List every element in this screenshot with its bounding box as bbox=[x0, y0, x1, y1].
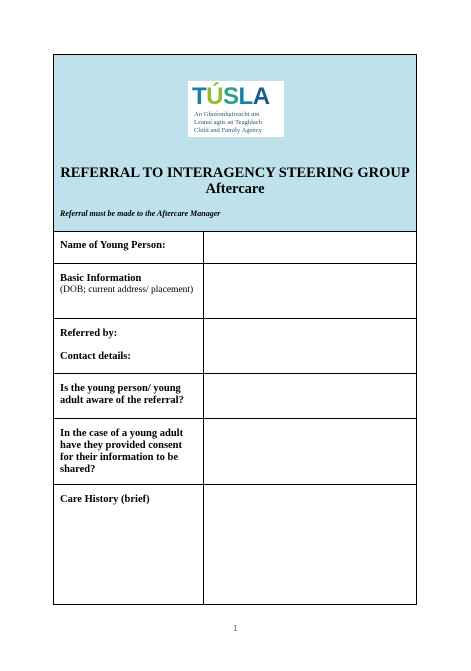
tusla-logo-wordmark bbox=[192, 85, 270, 109]
logo-subtitle-line: An Ghníomhaireacht um bbox=[194, 111, 260, 118]
consent-field[interactable] bbox=[204, 419, 416, 484]
referral-awareness-field[interactable] bbox=[204, 374, 416, 418]
referred-by-title: Referred by: bbox=[60, 328, 118, 339]
form-subtitle: Aftercare bbox=[205, 181, 265, 197]
basic-information-title: Basic Information bbox=[60, 273, 142, 284]
care-history-label: Care History (brief) bbox=[54, 485, 204, 604]
row-consent bbox=[54, 419, 416, 485]
logo-letter: L bbox=[238, 83, 253, 110]
referral-note: Referral must be made to the Aftercare Manager bbox=[60, 209, 221, 218]
row-referred-by bbox=[54, 319, 416, 374]
logo-letter: S bbox=[223, 83, 239, 110]
logo-subtitle-line: Child and Family Agency bbox=[194, 127, 262, 134]
tusla-logo-subtitle bbox=[194, 111, 284, 135]
tusla-logo bbox=[188, 81, 284, 137]
row-referral-awareness bbox=[54, 374, 416, 419]
basic-information-field[interactable] bbox=[204, 264, 416, 318]
referred-by-label bbox=[54, 319, 204, 373]
referral-form bbox=[53, 54, 417, 605]
form-header bbox=[54, 55, 416, 232]
row-care-history bbox=[54, 485, 416, 604]
referral-awareness-label: Is the young person/ young adult aware of the referral? bbox=[54, 374, 204, 418]
contact-details-title: Contact details: bbox=[60, 351, 131, 362]
referred-by-field[interactable] bbox=[204, 319, 416, 373]
young-person-name-label: Name of Young Person: bbox=[54, 231, 204, 263]
consent-label: In the case of a young adult have they provided consent for their information to be shared? bbox=[54, 419, 204, 484]
basic-information-hint: (DOB; current address/ placement) bbox=[60, 285, 194, 295]
logo-letter: T bbox=[192, 83, 207, 110]
form-title-line: REFERRAL TO INTERAGENCY STEERING GROUP bbox=[60, 165, 410, 181]
row-young-person-name bbox=[54, 231, 416, 264]
logo-letter: A bbox=[252, 83, 270, 110]
logo-letter: Ú bbox=[206, 83, 224, 110]
form-title bbox=[54, 165, 416, 197]
care-history-field[interactable] bbox=[204, 485, 416, 604]
logo-subtitle-line: Leanaí agus an Teaghlach bbox=[194, 119, 263, 126]
row-basic-information bbox=[54, 264, 416, 319]
page-number: 1 bbox=[233, 624, 238, 633]
basic-information-label bbox=[54, 264, 204, 318]
young-person-name-field[interactable] bbox=[204, 231, 416, 263]
